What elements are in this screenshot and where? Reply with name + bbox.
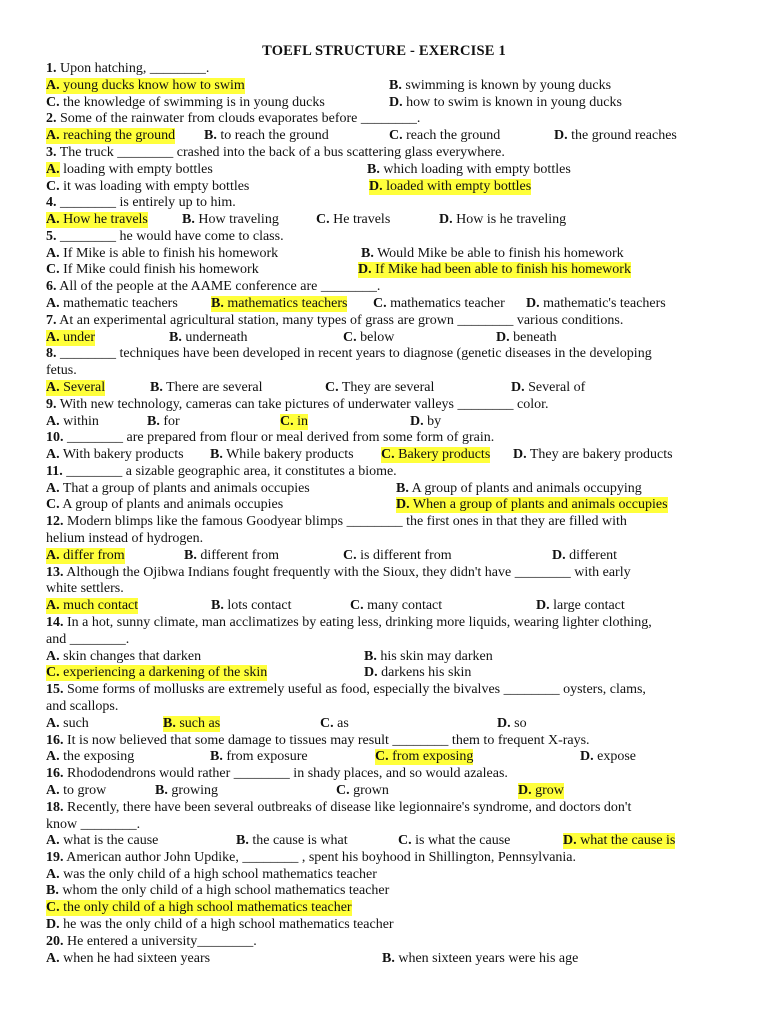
- option-c-answer: C. Bakery products: [381, 447, 491, 462]
- question-stem: 1. Upon hatching, ________.: [46, 61, 210, 76]
- option-b: B. his skin may darken: [364, 649, 493, 664]
- option-b: B. underneath: [169, 330, 248, 345]
- option-b-answer: B. such as: [163, 716, 221, 731]
- option-a-answer: A. young ducks know how to swim: [46, 78, 245, 93]
- option-d: D. so: [497, 716, 527, 731]
- option-a: A. mathematic teachers: [46, 296, 178, 311]
- option-b: B. A group of plants and animals occupying: [396, 481, 642, 496]
- option-c-answer: C. from exposing: [375, 749, 474, 764]
- question-stem: 2. Some of the rainwater from clouds evaporates before ________.: [46, 111, 421, 126]
- question-stem-continued: and ________.: [46, 632, 130, 647]
- question-stem: 19. American author John Updike, ________ , spent his boyhood in Shillington, Pennsylvania.: [46, 850, 577, 865]
- option-b: B. when sixteen years were his age: [382, 951, 579, 966]
- question-stem: 9. With new technology, cameras can take pictures of underwater valleys ________ color.: [46, 397, 549, 412]
- page-title: TOEFL STRUCTURE - EXERCISE 1: [262, 43, 506, 59]
- option-b: B. different from: [184, 548, 279, 563]
- option-a-answer: A. reaching the ground: [46, 128, 176, 143]
- question-stem-continued: helium instead of hydrogen.: [46, 531, 204, 546]
- question-stem-continued: white settlers.: [46, 581, 124, 596]
- option-b: B. Would Mike be able to finish his homework: [361, 246, 624, 261]
- option-d: D. Several of: [511, 380, 586, 395]
- option-c: C. He travels: [316, 212, 391, 227]
- option-c: C. A group of plants and animals occupies: [46, 497, 284, 512]
- option-a-answer: A. loading with empty bottles: [46, 162, 213, 177]
- option-a: A. With bakery products: [46, 447, 184, 462]
- option-d: D. expose: [580, 749, 637, 764]
- option-a-answer: A. How he travels: [46, 212, 148, 227]
- option-a: A. If Mike is able to finish his homework: [46, 246, 279, 261]
- option-a: A. to grow: [46, 783, 107, 798]
- option-d: D. the ground reaches: [554, 128, 677, 143]
- option-a-answer: A. differ from: [46, 548, 125, 563]
- question-stem: 10. ________ are prepared from flour or meal derived from some form of grain.: [46, 430, 495, 445]
- option-c: C. is different from: [343, 548, 452, 563]
- option-c: C. If Mike could finish his homework: [46, 262, 259, 277]
- option-c-answer: C. experiencing a darkening of the skin: [46, 665, 268, 680]
- question-stem-continued: fetus.: [46, 363, 77, 378]
- option-d: D. darkens his skin: [364, 665, 472, 680]
- option-a: A. skin changes that darken: [46, 649, 202, 664]
- option-c-answer: C. the only child of a high school mathematics teacher: [46, 900, 352, 915]
- option-b: B. growing: [155, 783, 219, 798]
- option-c: C. many contact: [350, 598, 443, 613]
- question-stem: 20. He entered a university________.: [46, 934, 257, 949]
- option-c: C. below: [343, 330, 395, 345]
- option-d-answer: D. loaded with empty bottles: [369, 179, 532, 194]
- option-c: C. the knowledge of swimming is in young ducks: [46, 95, 325, 110]
- question-stem: 16. Rhododendrons would rather ________ in shady places, and so would azaleas.: [46, 766, 508, 781]
- option-a: A. the exposing: [46, 749, 135, 764]
- option-a: A. what is the cause: [46, 833, 159, 848]
- option-b: B. lots contact: [211, 598, 292, 613]
- option-d: D. different: [552, 548, 618, 563]
- option-c: C. They are several: [325, 380, 435, 395]
- option-b: B. whom the only child of a high school mathematics teacher: [46, 883, 390, 898]
- option-b: B. which loading with empty bottles: [367, 162, 571, 177]
- option-c: C. grown: [336, 783, 389, 798]
- option-c: C. mathematics teacher: [373, 296, 505, 311]
- option-d: D. large contact: [536, 598, 625, 613]
- question-stem: 3. The truck ________ crashed into the back of a bus scattering glass everywhere.: [46, 145, 505, 160]
- option-d: D. mathematic's teachers: [526, 296, 666, 311]
- option-b: B. from exposure: [210, 749, 308, 764]
- option-a-answer: A. much contact: [46, 598, 139, 613]
- option-d: D. how to swim is known in young ducks: [389, 95, 622, 110]
- question-stem-continued: know ________.: [46, 817, 141, 832]
- question-stem: 6. All of the people at the AAME conference are ________.: [46, 279, 381, 294]
- question-stem-continued: and scallops.: [46, 699, 119, 714]
- option-d: D. by: [410, 414, 442, 429]
- option-b: B. the cause is what: [236, 833, 348, 848]
- question-stem: 13. Although the Ojibwa Indians fought frequently with the Sioux, they didn't have ________ with early: [46, 565, 631, 580]
- option-d-answer: D. grow: [518, 783, 564, 798]
- option-c-answer: C. in: [280, 414, 309, 429]
- question-stem: 15. Some forms of mollusks are extremely useful as food, especially the bivalves ________ oysters, clams,: [46, 682, 646, 697]
- question-stem: 4. ________ is entirely up to him.: [46, 195, 236, 210]
- option-a: A. when he had sixteen years: [46, 951, 211, 966]
- option-d: D. beneath: [496, 330, 557, 345]
- option-d-answer: D. When a group of plants and animals occupies: [396, 497, 668, 512]
- option-d-answer: D. If Mike had been able to finish his homework: [358, 262, 631, 277]
- question-stem: 16. It is now believed that some damage to tissues may result ________ them to frequent X-rays.: [46, 733, 590, 748]
- option-d-answer: D. what the cause is: [563, 833, 676, 848]
- question-stem: 14. In a hot, sunny climate, man acclimatizes by eating less, drinking more liquids, wearing lighter clothing,: [46, 615, 652, 630]
- option-d: D. How is he traveling: [439, 212, 567, 227]
- option-c: C. as: [320, 716, 349, 731]
- option-b: B. While bakery products: [210, 447, 354, 462]
- option-b: B. swimming is known by young ducks: [389, 78, 612, 93]
- option-a: A. was the only child of a high school mathematics teacher: [46, 867, 377, 882]
- option-a: A. within: [46, 414, 99, 429]
- option-c: C. it was loading with empty bottles: [46, 179, 250, 194]
- option-b: B. to reach the ground: [204, 128, 329, 143]
- option-a: A. That a group of plants and animals occupies: [46, 481, 310, 496]
- question-stem: 11. ________ a sizable geographic area, it constitutes a biome.: [46, 464, 397, 479]
- option-d: D. he was the only child of a high school mathematics teacher: [46, 917, 394, 932]
- question-stem: 8. ________ techniques have been developed in recent years to diagnose (genetic diseases in the developing: [46, 346, 652, 361]
- question-stem: 7. At an experimental agricultural station, many types of grass are grown ________ various conditions.: [46, 313, 624, 328]
- option-c: C. is what the cause: [398, 833, 511, 848]
- option-b: B. There are several: [150, 380, 263, 395]
- option-b: B. for: [147, 414, 180, 429]
- option-a: A. such: [46, 716, 89, 731]
- option-c: C. reach the ground: [389, 128, 501, 143]
- question-stem: 18. Recently, there have been several outbreaks of disease like legionnaire's syndrome, and doctors don't: [46, 800, 632, 815]
- option-a-answer: A. under: [46, 330, 96, 345]
- option-b: B. How traveling: [182, 212, 279, 227]
- question-stem: 12. Modern blimps like the famous Goodyear blimps ________ the first ones in that they are filled with: [46, 514, 627, 529]
- question-stem: 5. ________ he would have come to class.: [46, 229, 284, 244]
- option-b-answer: B. mathematics teachers: [211, 296, 348, 311]
- option-a-answer: A. Several: [46, 380, 106, 395]
- option-d: D. They are bakery products: [513, 447, 673, 462]
